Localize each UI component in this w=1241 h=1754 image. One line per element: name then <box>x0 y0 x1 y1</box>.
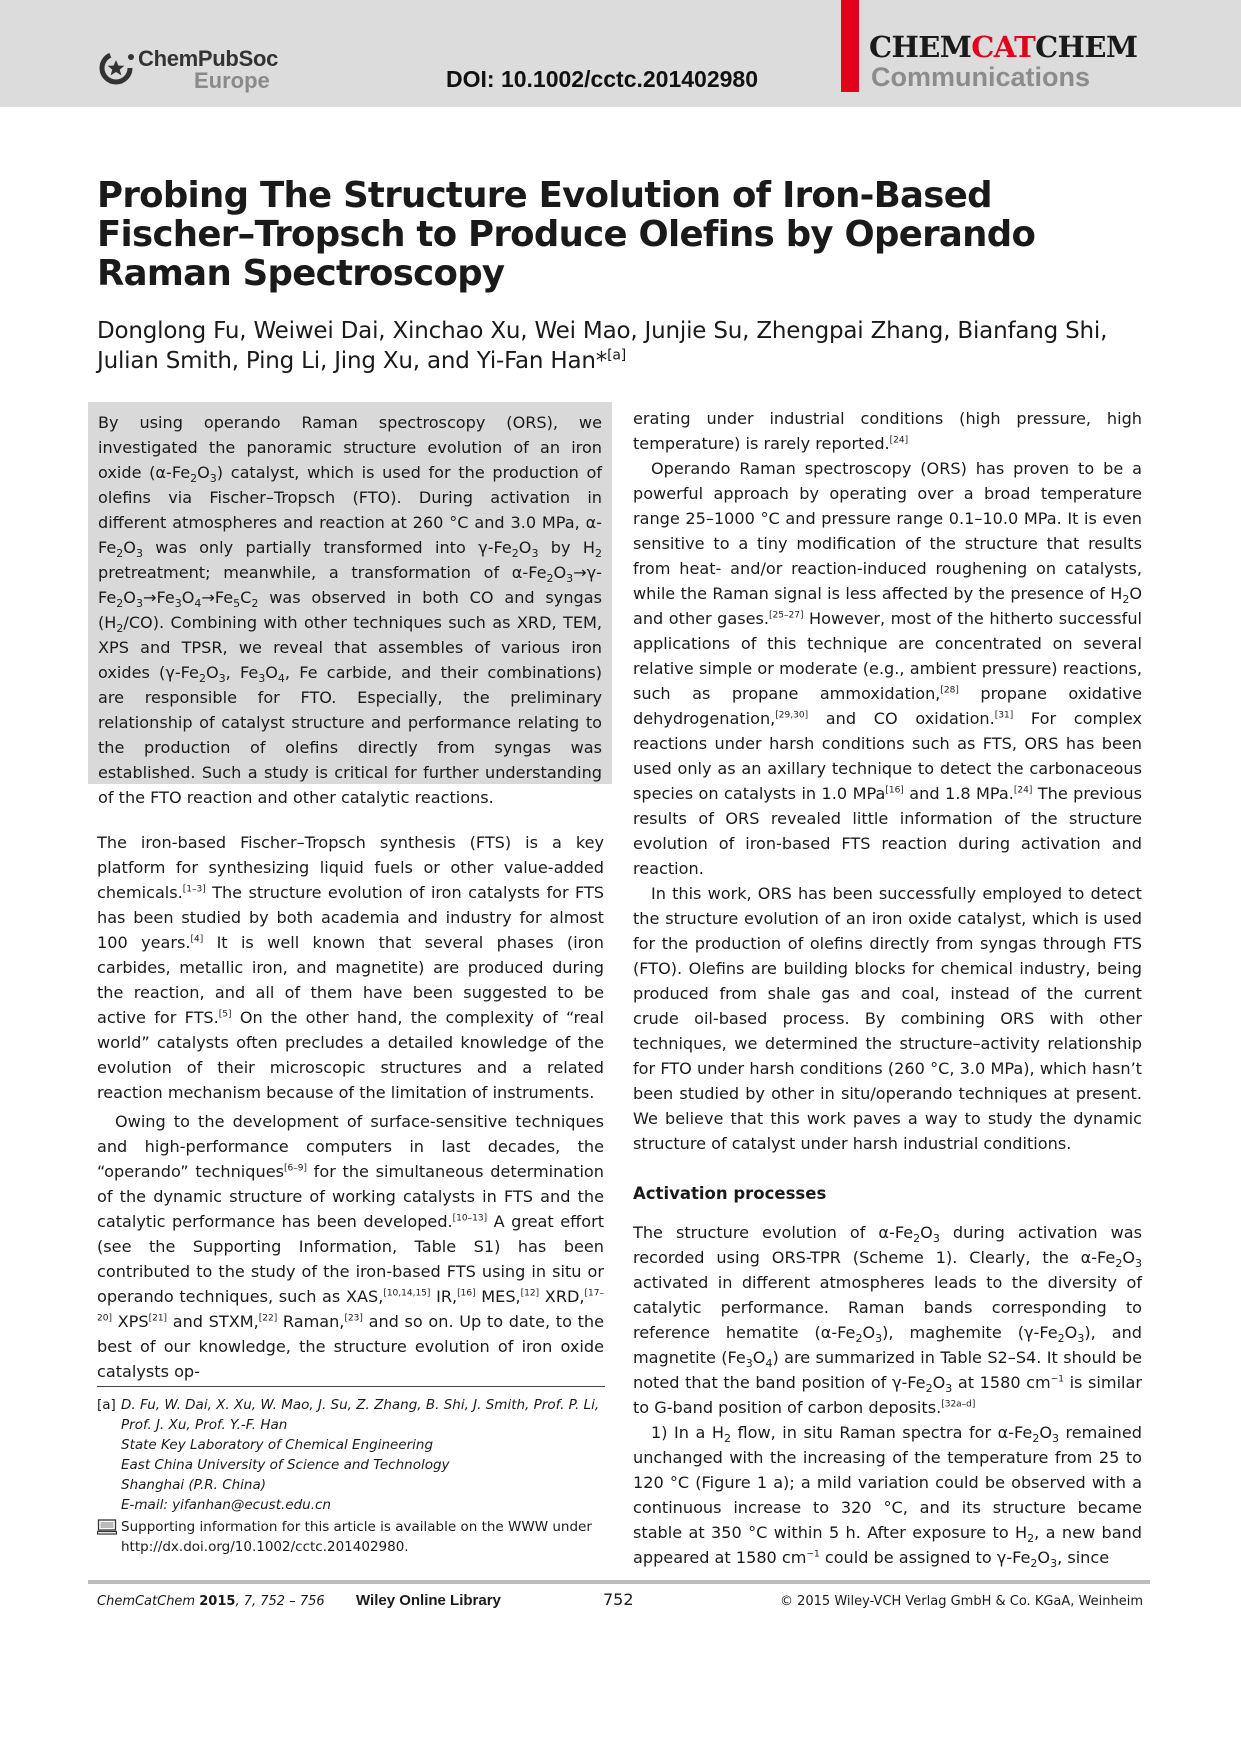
affiliation-footnote <box>97 1386 605 1557</box>
footer-citation: ChemCatChem 2015, 7, 752 – 756 <box>97 1594 325 1609</box>
article-title: Probing The Structure Evolution of Iron-Based Fischer–Tropsch to Produce Olefins by Operando Raman Spectroscopy <box>97 175 1036 294</box>
supporting-info-note <box>97 1517 605 1557</box>
page-header <box>0 0 1241 107</box>
body-paragraph: The iron-based Fischer–Tropsch synthesis (FTS) is a key platform for synthesizing liquid fuels or other value-added chemicals.[1–3] The structure evolution of iron catalysts for FTS has been studied by both academia and industry for almost 100 years.[4] It is well known that several phases (iron carbides, metallic iron, and magnetite) are produced during the reaction, and all of them have been suggested to be active for FTS.[5] On the other hand, the complexity of “real world” catalysts often precludes a detailed knowledge of the evolution of their microscopic structures and a related reaction mechanism because of the limitation of instruments. <box>97 833 605 1102</box>
footnote-affiliation-3: Shanghai (P.R. China) <box>121 1477 267 1493</box>
body-paragraph: 1) In a $H_2$ flow, in situ Raman spectra for $\alpha-Fe_2O_3$ remained unchanged with the increasing of the temperature from 25 to 120 °C (Figure 1 a); a mild variation could be observed with a continuous increase to 320 °C, and its structure became stable at 350 °C within 5 h. After exposure to $H_2$, a new band appeared at 1580 $cm^{-1}$ could be assigned to $\gamma-Fe_2O_3$, since <box>633 1423 1142 1571</box>
journal-masthead <box>841 0 1241 95</box>
footnote-email[interactable]: E-mail: yifanhan@ecust.edu.cn <box>121 1497 331 1513</box>
section-heading: Activation processes <box>633 1184 827 1203</box>
chempubsoc-logo-icon <box>98 48 138 88</box>
affiliation-block <box>97 1395 605 1515</box>
footer-wiley-online-library[interactable]: Wiley Online Library <box>356 1592 501 1609</box>
body-paragraph: Owing to the development of surface-sensitive techniques and high-performance computers in last decades, the “operando” techniques[6–9] for the simultaneous determination of the dynamic structure of working catalysts in FTS and the catalytic performance has been developed.[10–13] A great effort (see the Supporting Information, Table S1) has been contributed to the study of the iron-based FTS using in situ or operando techniques, such as XAS,[10,14,15] IR,[16] MES,[12] XRD,[17–20] XPS[21] and STXM,[22] Raman,[23] and so on. Up to date, to the best of our knowledge, the structure evolution of iron oxide catalysts op- <box>97 1112 605 1381</box>
footer-copyright: © 2015 Wiley-VCH Verlag GmbH & Co. KGaA, Weinheim <box>779 1594 1143 1609</box>
abstract-text: By using operando Raman spectroscopy (ORS), we investigated the panoramic structure evolution of an iron oxide $(\alpha-Fe_2O_3)$ catalyst, which is used for the production of olefins via Fischer–Tropsch (FTO). During activation in different atmospheres and reaction at 260 °C and 3.0 MPa, $\alpha-Fe_2O_3$ was only partially transformed into $\gamma-Fe_2O_3$ by $H_2$ pretreatment; meanwhile, a transformation of $\alpha-Fe_2O_3\to\gamma-Fe_2O_3\to Fe_3O_4\to Fe_5C_2$ was observed in both CO and syngas $(H_2/CO)$. Combining with other techniques such as XRD, TEM, XPS and TPSR, we reveal that assembles of various iron oxides ($\gamma-Fe_2O_3$, $Fe_3O_4$, Fe carbide, and their combinations) are responsible for FTO. Especially, the preliminary relationship of catalyst structure and performance relating to the production of olefins directly from syngas was established. Such a study is critical for further understanding of the FTO reaction and other catalytic reactions. <box>98 413 602 807</box>
publisher-logo <box>98 46 288 96</box>
journal-accent-bar <box>841 0 859 92</box>
publisher-name: ChemPubSoc <box>138 46 279 71</box>
footnote-label: [a] <box>97 1397 116 1413</box>
footnote-affiliation-2: East China University of Science and Technology <box>121 1457 450 1473</box>
author-list: Donglong Fu, Weiwei Dai, Xinchao Xu, Wei Mao, Junjie Su, Zhengpai Zhang, Bianfang Shi, Julian Smith, Ping Li, Jing Xu, and Yi-Fan Han*[a] <box>97 318 1108 374</box>
footnote-affiliation-1: State Key Laboratory of Chemical Engineering <box>121 1437 434 1453</box>
journal-section: Communications <box>871 62 1091 92</box>
footer-rule <box>88 1580 1150 1584</box>
computer-icon <box>97 1519 117 1535</box>
body-paragraph: The structure evolution of $\alpha-Fe_2O_3$ during activation was recorded using ORS-TPR (Scheme 1). Clearly, the $\alpha-Fe_2O_3$ activated in different atmospheres leads to the diversity of catalytic performance. Raman bands corresponding to reference hematite $(\alpha-Fe_2O_3)$, maghemite $(\gamma-Fe_2O_3)$, and magnetite $(Fe_3O_4)$ are summarized in Table S2–S4. It should be noted that the band position of $\gamma-Fe_2O_3$ at 1580 $cm^{-1}$ is similar to G-band position of carbon deposits.[32a–d] <box>633 1223 1143 1417</box>
abstract-box <box>88 402 612 807</box>
body-paragraph: erating under industrial conditions (high pressure, high temperature) is rarely reported.[24] <box>633 409 1142 453</box>
supporting-info-text[interactable]: Supporting information for this article is available on the WWW under http://dx.doi.org/10.1002/cctc.201402980. <box>121 1519 592 1555</box>
body-paragraph: In this work, ORS has been successfully employed to detect the structure evolution of an iron oxide catalyst, which is used for the production of olefins directly from syngas through FTS (FTO). Olefins are building blocks for chemical industry, being produced from shale gas and coal, instead of the current crude oil-based process. By combining ORS with other techniques, we determined the structure–activity relationship for FTO under harsh conditions (260 °C, 3.0 MPa), which hasn’t been studied by other in situ/operando techniques at present. We believe that this work paves a way to study the dynamic structure of catalyst under harsh industrial conditions. <box>633 884 1142 1153</box>
page-number: 752 <box>603 1590 634 1609</box>
body-right-column <box>633 406 1142 1570</box>
journal-title: CHEMCATCHEM <box>869 30 1138 64</box>
body-paragraph: Operando Raman spectroscopy (ORS) has proven to be a powerful approach by operating over a broad temperature range 25–1000 °C and pressure range 0.1–10.0 MPa. It is even sensitive to a tiny modification of the structure that results from heat- and/or reaction-induced roughening on catalysts, while the Raman signal is less affected by the presence of $H_2O$ and other gases.[25–27] However, most of the hitherto successful applications of this technique are concentrated on several relative simple or moderate (e.g., ambient pressure) reactions, such as propane ammoxidation,[28] propane oxidative dehydrogenation,[29,30] and CO oxidation.[31] For complex reactions under harsh conditions such as FTS, ORS has been used only as an axillary technique to detect the carbonaceous species on catalysts in 1.0 MPa[16] and 1.8 MPa.[24] The previous results of ORS revealed little information of the structure evolution of iron-based FTS reaction during activation and reaction. <box>633 459 1143 878</box>
publisher-region: Europe <box>194 68 270 93</box>
footnote-names: D. Fu, W. Dai, X. Xu, W. Mao, J. Su, Z. Zhang, B. Shi, J. Smith, Prof. P. Li, Prof. J. Xu, Prof. Y.-F. Han <box>121 1397 600 1433</box>
doi[interactable]: DOI: 10.1002/cctc.201402980 <box>446 66 759 92</box>
body-left-column <box>97 830 604 1384</box>
